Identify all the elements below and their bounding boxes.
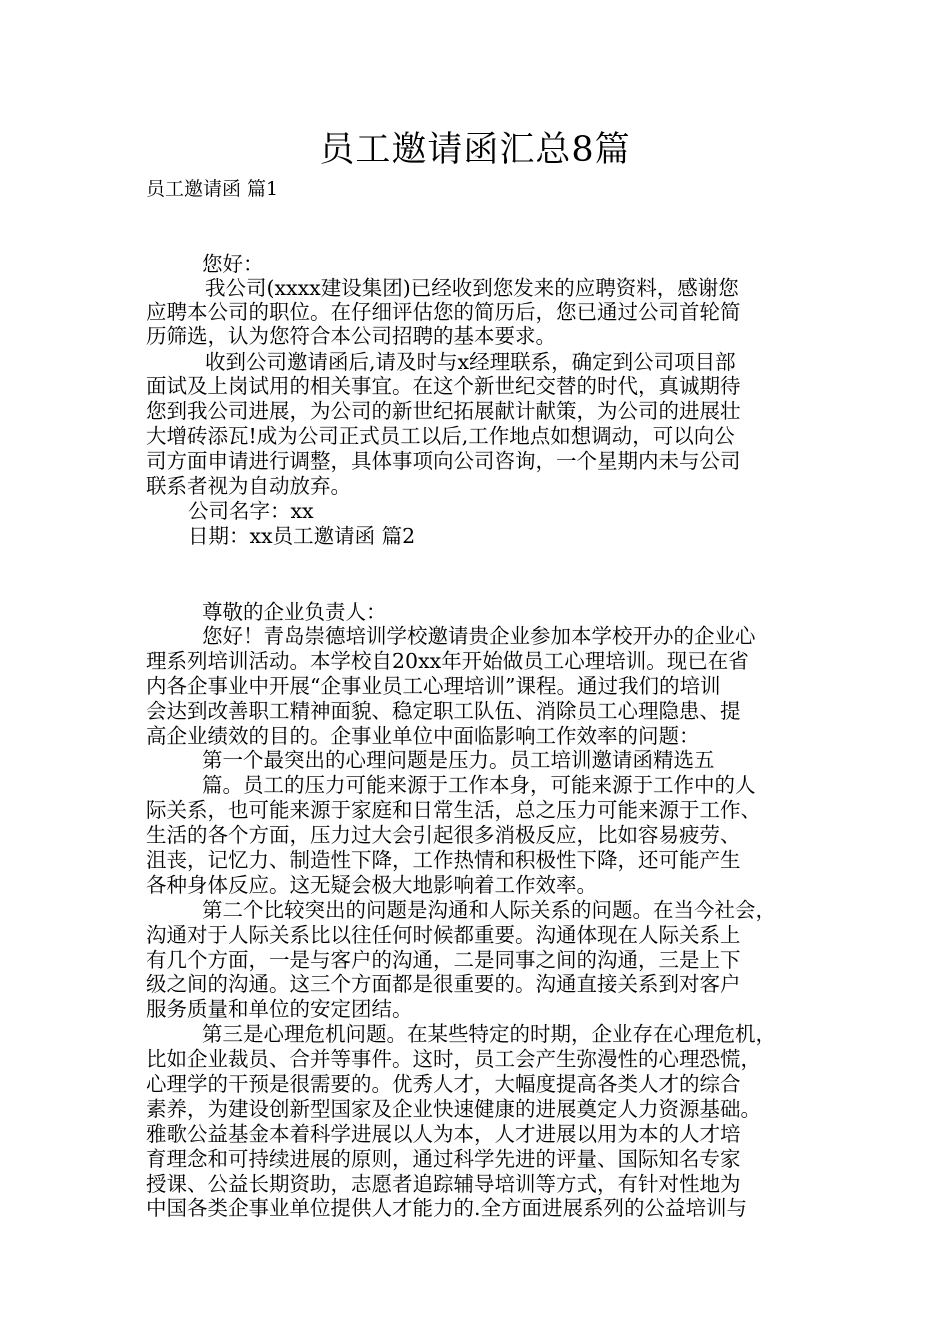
paragraph-line: 理系列培训活动。本学校自20xx年开始做员工心理培训。现已在省 <box>146 649 749 673</box>
paragraph-line: 应聘本公司的职位。在仔细评估您的简历后，您已通过公司首轮简 <box>146 300 741 324</box>
paragraph-line: 生活的各个方面，压力过大会引起很多消极反应，比如容易疲劳、 <box>146 823 741 847</box>
paragraph-line: 沟通对于人际关系比以往任何时候都重要。沟通体现在人际关系上 <box>146 923 741 947</box>
paragraph-line: 有几个方面，一是与客户的沟通，二是同事之间的沟通，三是上下 <box>146 948 741 972</box>
paragraph-line: 面试及上岗试用的相关事宜。在这个新世纪交替的时代，真诚期待 <box>146 374 741 398</box>
greeting-2: 尊敬的企业负责人： <box>202 600 387 624</box>
paragraph-line: 素养，为建设创新型国家及企业快速健康的进展奠定人力资源基础。 <box>146 1097 761 1121</box>
company-name: 公司名字：xx <box>188 499 314 523</box>
paragraph-line: 收到公司邀请函后,请及时与x经理联系，确定到公司项目部 <box>205 350 736 374</box>
paragraph-line: 您到我公司进展，为公司的新世纪拓展献计献策，为公司的进展壮 <box>146 399 741 423</box>
paragraph-line: 联系者视为自动放弃。 <box>146 474 351 498</box>
paragraph-line: 会达到改善职工精神面貌、稳定职工队伍、消除员工心理隐患、提 <box>146 699 741 723</box>
paragraph-line: 授课、公益长期资助，志愿者追踪辅导培训等方式，有针对性地为 <box>146 1172 741 1196</box>
document-title: 员工邀请函汇总8篇 <box>319 130 631 170</box>
paragraph-line: 各种身体反应。这无疑会极大地影响着工作效率。 <box>146 873 597 897</box>
paragraph-line: 第三是心理危机问题。在某些特定的时期，企业存在心理危机， <box>202 1022 776 1046</box>
paragraph-line: 高企业绩效的目的。企事业单位中面临影响工作效率的问题： <box>146 724 700 748</box>
paragraph-line: 沮丧，记忆力、制造性下降，工作热情和积极性下降，还可能产生 <box>146 848 741 872</box>
paragraph-line: 第二个比较突出的问题是沟通和人际关系的问题。在当今社会， <box>202 898 776 922</box>
date-line: 日期：xx员工邀请函 篇2 <box>188 524 416 548</box>
paragraph-line: 司方面申请进行调整，具体事项向公司咨询，一个星期内未与公司 <box>146 449 741 473</box>
paragraph-line: 心理学的干预是很需要的。优秀人才，大幅度提高各类人才的综合 <box>146 1072 741 1096</box>
paragraph-line: 级之间的沟通。这三个方面都是很重要的。沟通直接关系到对客户 <box>146 972 741 996</box>
paragraph-line: 际关系，也可能来源于家庭和日常生活，总之压力可能来源于工作、 <box>146 798 761 822</box>
section-heading-1: 员工邀请函 篇1 <box>146 178 279 200</box>
paragraph-line: 我公司(xxxx建设集团)已经收到您发来的应聘资料，感谢您 <box>205 276 739 300</box>
paragraph-line: 服务质量和单位的安定团结。 <box>146 997 413 1021</box>
paragraph-line: 篇。员工的压力可能来源于工作本身，可能来源于工作中的人 <box>202 773 756 797</box>
paragraph-line: 历筛选，认为您符合本公司招聘的基本要求。 <box>146 324 556 348</box>
paragraph-line: 雅歌公益基金本着科学进展以人为本，人才进展以用为本的人才培 <box>146 1122 741 1146</box>
paragraph-line: 中国各类企事业单位提供人才能力的.全方面进展系列的公益培训与 <box>146 1196 748 1220</box>
paragraph-line: 大增砖添瓦!成为公司正式员工以后,工作地点如想调动，可以向公 <box>146 424 735 448</box>
paragraph-line: 内各企事业中开展“企事业员工心理培训”课程。通过我们的培训 <box>146 674 721 698</box>
greeting-1: 您好： <box>202 252 264 276</box>
paragraph-line: 您好！青岛崇德培训学校邀请贵企业参加本学校开办的企业心 <box>202 624 756 648</box>
paragraph-line: 育理念和可持续进展的原则，通过科学先进的评量、国际知名专家 <box>146 1147 741 1171</box>
paragraph-line: 第一个最突出的心理问题是压力。员工培训邀请函精选五 <box>202 748 715 772</box>
paragraph-line: 比如企业裁员、合并等事件。这时，员工会产生弥漫性的心理恐慌， <box>146 1047 761 1071</box>
